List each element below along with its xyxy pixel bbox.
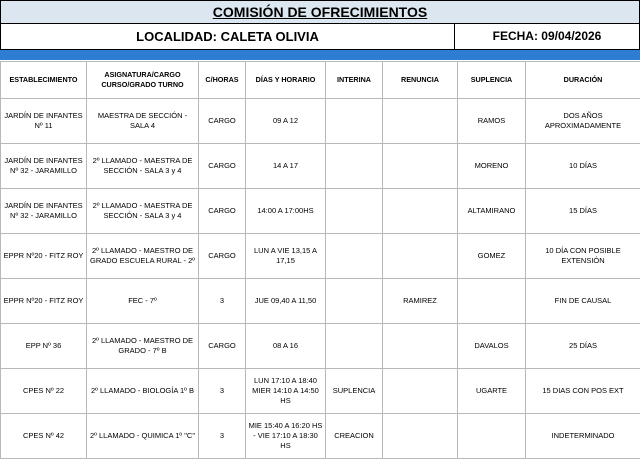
cell-renuncia bbox=[383, 234, 458, 279]
cell-interina bbox=[326, 324, 383, 369]
col-header-interina: INTERINA bbox=[326, 62, 383, 99]
cell-horas: 3 bbox=[199, 279, 246, 324]
cell-establecimiento: JARDÍN DE INFANTES Nº 32 - JARAMILLO bbox=[1, 189, 87, 234]
cell-asignatura: FEC - 7º bbox=[87, 279, 199, 324]
table-row bbox=[1, 189, 640, 234]
cell-suplencia bbox=[458, 414, 526, 459]
cell-renuncia bbox=[383, 99, 458, 144]
cell-establecimiento: EPP Nº 36 bbox=[1, 324, 87, 369]
table-header-row bbox=[1, 62, 640, 99]
cell-establecimiento: JARDÍN DE INFANTES Nº 32 - JARAMILLO bbox=[1, 144, 87, 189]
cell-horas: CARGO bbox=[199, 189, 246, 234]
cell-asignatura: 2º LLAMADO - MAESTRA DE SECCIÓN - SALA 3 y 4 bbox=[87, 144, 199, 189]
cell-horario: 08 A 16 bbox=[246, 324, 326, 369]
cell-interina: CREACION bbox=[326, 414, 383, 459]
cell-asignatura: 2º LLAMADO - MAESTRO DE GRADO ESCUELA RURAL - 2º bbox=[87, 234, 199, 279]
cell-renuncia bbox=[383, 189, 458, 234]
col-header-asignatura: ASIGNATURA/CARGO CURSO/GRADO TURNO bbox=[87, 62, 199, 99]
offers-table bbox=[0, 61, 640, 459]
cell-horas: CARGO bbox=[199, 99, 246, 144]
cell-horas: CARGO bbox=[199, 144, 246, 189]
meta-row bbox=[0, 23, 640, 50]
cell-duracion: 10 DÍAS bbox=[526, 144, 640, 189]
cell-interina: SUPLENCIA bbox=[326, 369, 383, 414]
col-header-horario: DÍAS Y HORARIO bbox=[246, 62, 326, 99]
cell-establecimiento: CPES Nº 22 bbox=[1, 369, 87, 414]
cell-horario: 14:00 A 17:00HS bbox=[246, 189, 326, 234]
cell-duracion: 10 DÍA CON POSIBLE EXTENSIÓN bbox=[526, 234, 640, 279]
table-row bbox=[1, 324, 640, 369]
cell-duracion: INDETERMINADO bbox=[526, 414, 640, 459]
cell-asignatura: 2º LLAMADO - QUIMICA 1º "C" bbox=[87, 414, 199, 459]
cell-interina bbox=[326, 99, 383, 144]
col-header-renuncia: RENUNCIA bbox=[383, 62, 458, 99]
col-header-horas: C/HORAS bbox=[199, 62, 246, 99]
cell-suplencia: UGARTE bbox=[458, 369, 526, 414]
table-row bbox=[1, 369, 640, 414]
cell-duracion: 15 DIAS CON POS EXT bbox=[526, 369, 640, 414]
cell-horas: 3 bbox=[199, 414, 246, 459]
cell-horas: 3 bbox=[199, 369, 246, 414]
cell-renuncia bbox=[383, 414, 458, 459]
cell-renuncia: RAMIREZ bbox=[383, 279, 458, 324]
cell-horario: JUE 09,40 A 11,50 bbox=[246, 279, 326, 324]
cell-establecimiento: CPES Nº 42 bbox=[1, 414, 87, 459]
cell-renuncia bbox=[383, 369, 458, 414]
page-title: COMISIÓN DE OFRECIMIENTOS bbox=[212, 4, 428, 20]
cell-asignatura: MAESTRA DE SECCIÓN - SALA 4 bbox=[87, 99, 199, 144]
table-row bbox=[1, 144, 640, 189]
cell-suplencia: ALTAMIRANO bbox=[458, 189, 526, 234]
cell-horario: LUN A VIE 13,15 A 17,15 bbox=[246, 234, 326, 279]
cell-horas: CARGO bbox=[199, 234, 246, 279]
cell-suplencia: RAMOS bbox=[458, 99, 526, 144]
cell-horario: LUN 17:10 A 18:40 MIER 14:10 A 14:50 HS bbox=[246, 369, 326, 414]
table-row bbox=[1, 99, 640, 144]
cell-establecimiento: JARDÍN DE INFANTES Nº 11 bbox=[1, 99, 87, 144]
cell-horario: MIE 15:40 A 16:20 HS - VIE 17:10 A 18:30 HS bbox=[246, 414, 326, 459]
cell-interina bbox=[326, 234, 383, 279]
cell-interina bbox=[326, 189, 383, 234]
cell-suplencia: MORENO bbox=[458, 144, 526, 189]
cell-suplencia: DAVALOS bbox=[458, 324, 526, 369]
title-bar bbox=[0, 0, 640, 24]
cell-asignatura: 2º LLAMADO - BIOLOGÍA 1º B bbox=[87, 369, 199, 414]
cell-suplencia: GOMEZ bbox=[458, 234, 526, 279]
col-header-duracion: DURACIÓN bbox=[526, 62, 640, 99]
fecha-label: FECHA: 09/04/2026 bbox=[492, 29, 602, 43]
cell-interina bbox=[326, 279, 383, 324]
cell-asignatura: 2º LLAMADO - MAESTRO DE GRADO - 7º B bbox=[87, 324, 199, 369]
cell-horario: 14 A 17 bbox=[246, 144, 326, 189]
table-row bbox=[1, 279, 640, 324]
cell-establecimiento: EPPR Nº20 - FITZ ROY bbox=[1, 279, 87, 324]
cell-horario: 09 A 12 bbox=[246, 99, 326, 144]
cell-duracion: 15 DÍAS bbox=[526, 189, 640, 234]
cell-suplencia bbox=[458, 279, 526, 324]
cell-renuncia bbox=[383, 324, 458, 369]
cell-asignatura: 2º LLAMADO - MAESTRA DE SECCIÓN - SALA 3 y 4 bbox=[87, 189, 199, 234]
cell-renuncia bbox=[383, 144, 458, 189]
table-body bbox=[1, 99, 640, 459]
localidad-label: LOCALIDAD: CALETA OLIVIA bbox=[1, 23, 455, 49]
cell-interina bbox=[326, 144, 383, 189]
col-header-establecimiento: ESTABLECIMIENTO bbox=[1, 62, 87, 99]
col-header-suplencia: SUPLENCIA bbox=[458, 62, 526, 99]
cell-duracion: FIN DE CAUSAL bbox=[526, 279, 640, 324]
table-row bbox=[1, 414, 640, 459]
table-row bbox=[1, 234, 640, 279]
header-band bbox=[0, 50, 640, 60]
cell-duracion: 25 DÍAS bbox=[526, 324, 640, 369]
cell-horas: CARGO bbox=[199, 324, 246, 369]
cell-establecimiento: EPPR Nº20 - FITZ ROY bbox=[1, 234, 87, 279]
cell-duracion: DOS AÑOS APROXIMADAMENTE bbox=[526, 99, 640, 144]
